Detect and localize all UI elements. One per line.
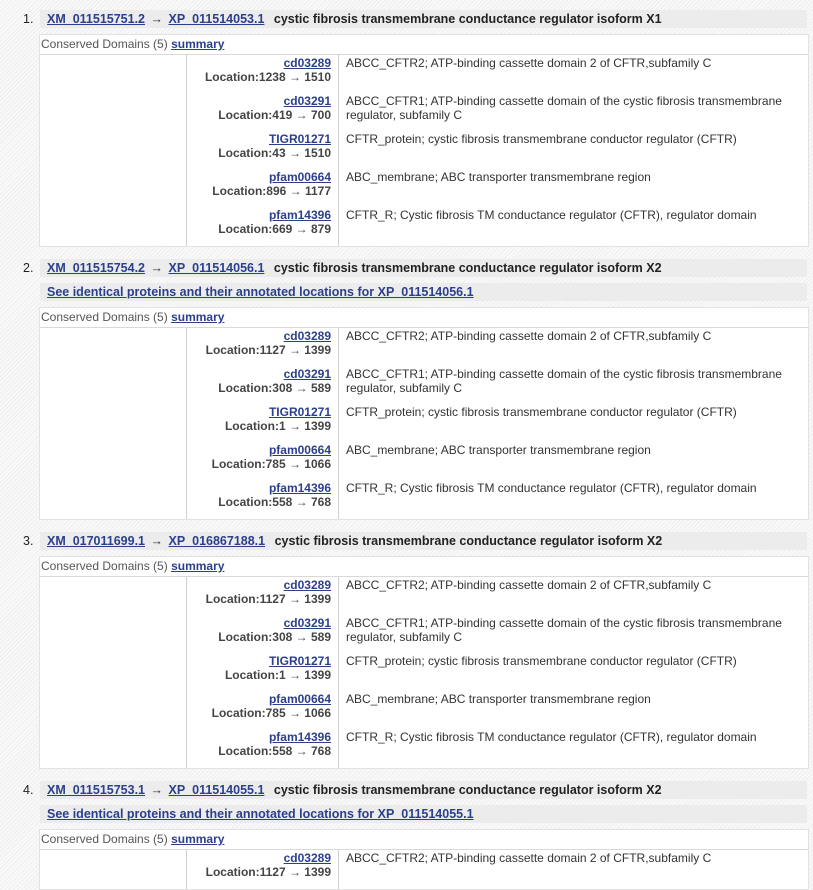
domain-description: ABCC_CFTR2; ATP-binding cassette domain 2 of CFTR,subfamily C [346,56,712,70]
domain-location: Location:308 → 589 [218,630,331,644]
entry-header [23,259,807,277]
domain-location: Location:1127 → 1399 [205,592,331,606]
protein-link[interactable]: XP_011514053.1 [168,12,265,26]
domain-accession-link[interactable]: pfam14396 [268,481,331,495]
domains-table [40,850,808,889]
mrna-link[interactable]: XM_011515753.1 [47,783,146,797]
result-entry [0,10,813,247]
domains-table [40,55,808,246]
domain-accession-link[interactable]: pfam14396 [268,730,331,744]
entry-number: 4. [23,783,34,797]
summary-link[interactable]: summary [171,310,225,324]
conserved-domains-caption: Conserved Domains (5) summary [40,557,808,577]
domain-location: Location:785 → 1066 [211,457,331,471]
arrow-icon: → [150,12,163,26]
domain-description: CFTR_R; Cystic fibrosis TM conductance regulator (CFTR), regulator domain [346,481,757,495]
domain-description: ABC_membrane; ABC transporter transmembrane region [346,692,651,706]
entry-number: 1. [23,12,34,26]
domain-accession-link[interactable]: pfam00664 [268,443,331,457]
identical-proteins-link[interactable]: See identical proteins and their annotated locations for XP_011514055.1 [47,807,474,821]
domain-description: CFTR_protein; cystic fibrosis transmembrane conductor regulator (CFTR) [346,405,737,419]
domain-location: Location:1127 → 1399 [205,865,331,879]
domain-accession-link[interactable]: pfam00664 [268,170,331,184]
domain-location: Location:669 → 879 [218,222,331,236]
result-entry [0,532,813,769]
conserved-domains-box [39,829,809,890]
entry-title: cystic fibrosis transmembrane conductance regulator isoform X2 [273,783,662,797]
identical-proteins-bar [40,283,807,301]
domain-description: CFTR_protein; cystic fibrosis transmembrane conductor regulator (CFTR) [346,654,737,668]
domain-description: ABC_membrane; ABC transporter transmembrane region [346,443,651,457]
domain-location: Location:43 → 1510 [218,146,331,160]
summary-link[interactable]: summary [171,37,225,51]
domain-description: ABCC_CFTR2; ATP-binding cassette domain 2 of CFTR,subfamily C [346,329,712,343]
domain-description: ABCC_CFTR1; ATP-binding cassette domain of the cystic fibrosis transmembrane regulator, subfamily C [346,367,782,395]
domain-accession-link[interactable]: cd03289 [283,329,331,343]
arrow-icon: → [150,261,163,275]
conserved-domains-box [39,556,809,769]
domain-location: Location:896 → 1177 [212,184,331,198]
summary-link[interactable]: summary [171,832,225,846]
mrna-link[interactable]: XM_011515754.2 [47,261,146,275]
domain-location: Location:1238 → 1510 [204,70,331,84]
entry-number: 2. [23,261,34,275]
domain-accession-link[interactable]: TIGR01271 [268,405,331,419]
conserved-domains-caption: Conserved Domains (5) summary [40,308,808,328]
domain-description: ABCC_CFTR1; ATP-binding cassette domain of the cystic fibrosis transmembrane regulator, subfamily C [346,616,782,644]
protein-link[interactable]: XP_016867188.1 [168,534,266,548]
result-entry [0,781,813,890]
domains-table [40,577,808,768]
domain-description: ABCC_CFTR2; ATP-binding cassette domain 2 of CFTR,subfamily C [346,578,712,592]
domain-location: Location:419 → 700 [218,108,331,122]
summary-link[interactable]: summary [171,559,225,573]
domain-description: ABC_membrane; ABC transporter transmembrane region [346,170,651,184]
domain-description: CFTR_R; Cystic fibrosis TM conductance regulator (CFTR), regulator domain [346,208,757,222]
domain-description: CFTR_protein; cystic fibrosis transmembrane conductor regulator (CFTR) [346,132,737,146]
conserved-domains-box [39,34,809,247]
domain-accession-link[interactable]: pfam00664 [268,692,331,706]
entry-number: 3. [23,534,34,548]
domain-location: Location:785 → 1066 [211,706,331,720]
domain-location: Location:558 → 768 [218,495,331,509]
protein-link[interactable]: XP_011514056.1 [168,261,265,275]
domain-location: Location:1127 → 1399 [205,343,331,357]
mrna-link[interactable]: XM_017011699.1 [47,534,146,548]
domain-location: Location:558 → 768 [218,744,331,758]
mrna-link[interactable]: XM_011515751.2 [47,12,146,26]
domain-accession-link[interactable]: TIGR01271 [268,132,331,146]
domain-location: Location:1 → 1399 [224,668,331,682]
domain-description: CFTR_R; Cystic fibrosis TM conductance regulator (CFTR), regulator domain [346,730,757,744]
domain-accession-link[interactable]: cd03289 [283,851,331,865]
domain-accession-link[interactable]: cd03291 [283,94,331,108]
result-entry [0,259,813,520]
entry-header [23,10,807,28]
domain-accession-link[interactable]: cd03291 [283,616,331,630]
domain-description: ABCC_CFTR2; ATP-binding cassette domain 2 of CFTR,subfamily C [346,851,712,865]
entry-title: cystic fibrosis transmembrane conductance regulator isoform X2 [274,534,663,548]
protein-link[interactable]: XP_011514055.1 [168,783,265,797]
conserved-domains-caption: Conserved Domains (5) summary [40,830,808,850]
domain-description: ABCC_CFTR1; ATP-binding cassette domain of the cystic fibrosis transmembrane regulator, subfamily C [346,94,782,122]
conserved-domains-box [39,307,809,520]
domain-location: Location:1 → 1399 [224,419,331,433]
entry-header [23,781,807,799]
conserved-domains-caption: Conserved Domains (5) summary [40,35,808,55]
domains-table [40,328,808,519]
domain-accession-link[interactable]: cd03289 [283,56,331,70]
entry-title: cystic fibrosis transmembrane conductance regulator isoform X1 [273,12,662,26]
arrow-icon: → [150,534,163,548]
identical-proteins-bar [40,805,807,823]
domain-accession-link[interactable]: cd03291 [283,367,331,381]
entry-title: cystic fibrosis transmembrane conductance regulator isoform X2 [273,261,662,275]
domain-location: Location:308 → 589 [218,381,331,395]
domain-accession-link[interactable]: cd03289 [283,578,331,592]
entry-header [23,532,807,550]
domain-accession-link[interactable]: TIGR01271 [268,654,331,668]
identical-proteins-link[interactable]: See identical proteins and their annotated locations for XP_011514056.1 [47,285,474,299]
domain-accession-link[interactable]: pfam14396 [268,208,331,222]
arrow-icon: → [150,783,163,797]
